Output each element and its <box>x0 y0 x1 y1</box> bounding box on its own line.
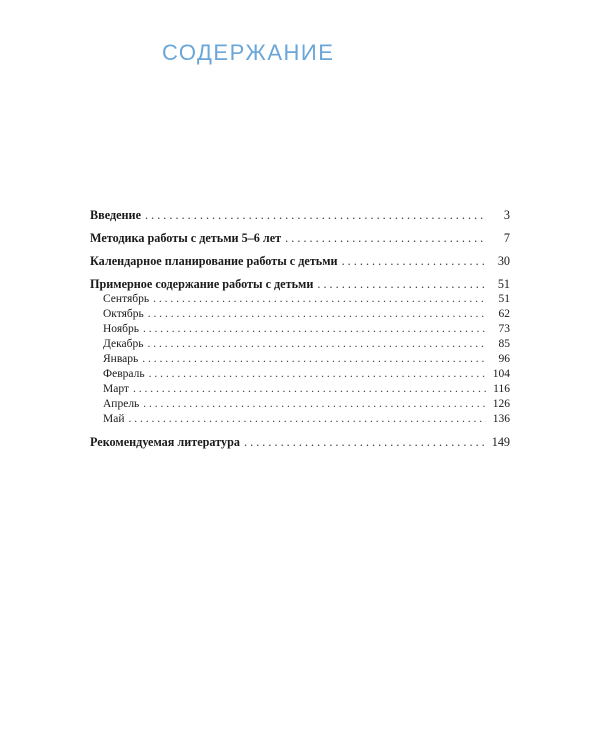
toc-subentry-october[interactable] <box>90 307 510 322</box>
toc-dot-leader <box>244 435 486 450</box>
toc-entry-intro[interactable] <box>90 208 510 223</box>
toc-entry-method[interactable] <box>90 231 510 246</box>
toc-dot-leader <box>317 277 486 292</box>
toc-subentry-label: Февраль <box>103 368 145 380</box>
toc-dot-leader <box>145 208 486 223</box>
toc-subentry-november[interactable] <box>90 322 510 337</box>
toc-page-number: 51 <box>497 277 510 291</box>
toc-page-number: 149 <box>491 435 510 449</box>
toc-subentry-may[interactable] <box>90 412 510 427</box>
toc-page-number: 104 <box>492 368 510 380</box>
toc-dot-leader <box>153 292 486 307</box>
toc-subentry-march[interactable] <box>90 382 510 397</box>
toc-page-number: 51 <box>498 293 510 305</box>
toc-entry-label: Введение <box>90 208 141 222</box>
toc-dot-leader <box>143 397 486 412</box>
toc-dot-leader <box>148 307 486 322</box>
toc-entry-label: Методика работы с детьми 5–6 лет <box>90 231 282 245</box>
toc-dot-leader <box>133 382 486 397</box>
toc-dot-leader <box>128 412 486 427</box>
toc-entry-label: Рекомендуемая литература <box>90 435 240 449</box>
toc-subentry-label: Октябрь <box>103 308 144 320</box>
toc-subentry-label: Декабрь <box>103 338 144 350</box>
toc-subentry-label: Май <box>103 413 125 425</box>
toc-dot-leader <box>342 254 486 269</box>
toc-entry-sample[interactable] <box>90 277 510 292</box>
toc-dot-leader <box>149 367 486 382</box>
toc-entry-literature[interactable] <box>90 435 510 450</box>
toc-page-number: 62 <box>498 308 510 320</box>
page-title: СОДЕРЖАНИЕ <box>162 40 335 65</box>
toc-entry-label: Календарное планирование работы с детьми <box>90 254 338 268</box>
toc-page-number: 116 <box>493 383 510 395</box>
toc-page-number: 126 <box>492 398 510 410</box>
toc-page-number: 85 <box>498 338 510 350</box>
toc-subentry-february[interactable] <box>90 367 510 382</box>
toc-page-number: 7 <box>503 231 510 245</box>
toc-page-number: 30 <box>497 254 510 268</box>
table-of-contents <box>90 208 510 450</box>
toc-entry-calendar[interactable] <box>90 254 510 269</box>
toc-subentry-label: Ноябрь <box>103 323 139 335</box>
toc-subentry-label: Сентябрь <box>103 293 150 305</box>
toc-subentry-april[interactable] <box>90 397 510 412</box>
toc-page-number: 73 <box>498 323 510 335</box>
toc-page-number: 96 <box>498 353 510 365</box>
toc-page-number: 3 <box>503 208 510 222</box>
toc-entry-label: Примерное содержание работы с детьми <box>90 277 314 291</box>
toc-page-number: 136 <box>492 413 510 425</box>
toc-subentry-label: Апрель <box>103 398 140 410</box>
toc-subentry-label: Январь <box>103 353 139 365</box>
toc-subentry-january[interactable] <box>90 352 510 367</box>
toc-subentry-september[interactable] <box>90 292 510 307</box>
toc-subentry-label: Март <box>103 383 129 395</box>
toc-dot-leader <box>147 337 486 352</box>
toc-dot-leader <box>143 322 486 337</box>
toc-dot-leader <box>285 231 486 246</box>
toc-dot-leader <box>142 352 486 367</box>
toc-subentry-december[interactable] <box>90 337 510 352</box>
